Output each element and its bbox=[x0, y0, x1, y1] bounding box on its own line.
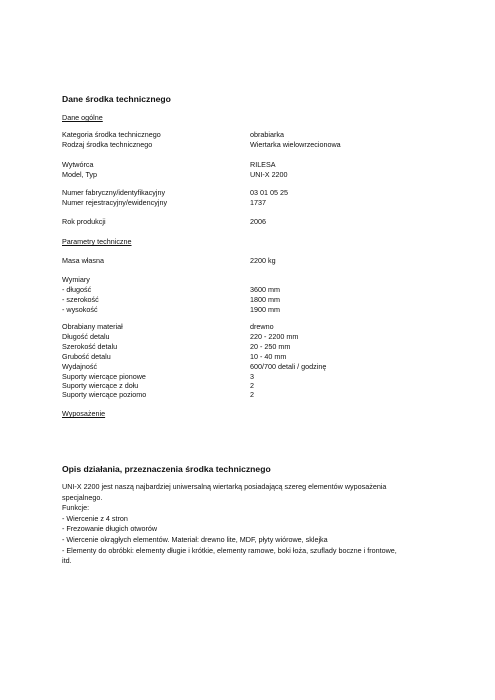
field-value: RILESA bbox=[250, 160, 276, 169]
description-line: itd. bbox=[62, 556, 72, 566]
field-row-serial-number bbox=[62, 188, 442, 198]
field-row-manufacturer bbox=[62, 160, 442, 170]
field-value: Wiertarka wielowrzecionowa bbox=[250, 140, 341, 149]
field-row-detail-length bbox=[62, 332, 442, 342]
field-value: 1737 bbox=[250, 198, 266, 207]
field-value: UNI-X 2200 bbox=[250, 170, 288, 179]
field-value: 2 bbox=[250, 390, 254, 399]
field-label: - długość bbox=[62, 285, 92, 294]
field-label: Obrabiany materiał bbox=[62, 322, 123, 331]
field-label: Szerokość detalu bbox=[62, 342, 118, 351]
field-label: Numer rejestracyjny/ewidencyjny bbox=[62, 198, 168, 207]
description-line: - Wiercenie okrągłych elementów. Materiał: drewno lite, MDF, płyty wiórowe, sklejka bbox=[62, 534, 328, 544]
description-line: specjalnego. bbox=[62, 492, 103, 502]
field-row-dimensions bbox=[62, 275, 442, 285]
field-label: Rodzaj środka technicznego bbox=[62, 140, 153, 149]
field-value: drewno bbox=[250, 322, 274, 331]
field-row-horizontal-supports bbox=[62, 390, 442, 400]
field-value: 600/700 detali / godzinę bbox=[250, 362, 327, 371]
field-value: obrabiarka bbox=[250, 130, 284, 139]
field-label: - szerokość bbox=[62, 295, 99, 304]
field-label: Model, Typ bbox=[62, 170, 98, 179]
field-value: 03 01 05 25 bbox=[250, 188, 288, 197]
field-row-width bbox=[62, 295, 442, 305]
description-line: - Frezowanie długich otworów bbox=[62, 524, 158, 534]
field-row-registration-number bbox=[62, 198, 442, 208]
field-row-weight bbox=[62, 256, 442, 266]
field-label: Grubość detalu bbox=[62, 352, 111, 361]
field-value: 1800 mm bbox=[250, 295, 280, 304]
field-value: 20 - 250 mm bbox=[250, 342, 291, 351]
section-title-technical-data: Dane środka technicznego bbox=[62, 94, 171, 104]
field-row-model bbox=[62, 170, 442, 180]
field-value: 220 - 2200 mm bbox=[250, 332, 299, 341]
field-label: Wytwórca bbox=[62, 160, 94, 169]
field-row-material bbox=[62, 322, 442, 332]
subheading-technical-parameters: Parametry techniczne bbox=[62, 237, 132, 246]
field-value: 10 - 40 mm bbox=[250, 352, 287, 361]
field-value: 2 bbox=[250, 381, 254, 390]
subheading-general-data: Dane ogólne bbox=[62, 113, 103, 122]
field-value: 3600 mm bbox=[250, 285, 280, 294]
field-label: Rok produkcji bbox=[62, 217, 106, 226]
field-label: - wysokość bbox=[62, 305, 98, 314]
section-title-description: Opis działania, przeznaczenia środka technicznego bbox=[62, 464, 271, 474]
field-label: Masa własna bbox=[62, 256, 104, 265]
description-line: - Wiercenie z 4 stron bbox=[62, 513, 128, 523]
description-line: UNI-X 2200 jest naszą najbardziej uniwersalną wiertarką posiadającą szereg elementów wyposażenia bbox=[62, 482, 387, 491]
field-row-height bbox=[62, 305, 442, 315]
field-label: Wydajność bbox=[62, 362, 98, 371]
field-value: 2200 kg bbox=[250, 256, 276, 265]
field-value: 2006 bbox=[250, 217, 266, 226]
field-row-throughput bbox=[62, 362, 442, 372]
field-row-detail-thickness bbox=[62, 352, 442, 362]
field-label: Suporty wiercące poziomo bbox=[62, 390, 147, 399]
field-label: Suporty wiercące pionowe bbox=[62, 372, 146, 381]
field-label: Wymiary bbox=[62, 275, 90, 284]
field-value: 1900 mm bbox=[250, 305, 280, 314]
field-label: Długość detalu bbox=[62, 332, 110, 341]
description-line: - Elementy do obróbki: elementy długie i krótkie, elementy ramowe, boki łoża, szuflady boczne i frontowe, bbox=[62, 545, 397, 555]
field-label: Suporty wiercące z dołu bbox=[62, 381, 139, 390]
field-row-production-year bbox=[62, 217, 442, 227]
subheading-equipment: Wyposażenie bbox=[62, 409, 106, 418]
field-label: Numer fabryczny/identyfikacyjny bbox=[62, 188, 166, 197]
field-row-type bbox=[62, 140, 442, 150]
description-line: Funkcje: bbox=[62, 503, 90, 513]
field-label: Kategoria środka technicznego bbox=[62, 130, 161, 139]
field-row-detail-width bbox=[62, 342, 442, 352]
description-paragraph bbox=[62, 482, 452, 567]
field-value: 3 bbox=[250, 372, 254, 381]
field-row-category bbox=[62, 130, 442, 140]
field-row-length bbox=[62, 285, 442, 295]
